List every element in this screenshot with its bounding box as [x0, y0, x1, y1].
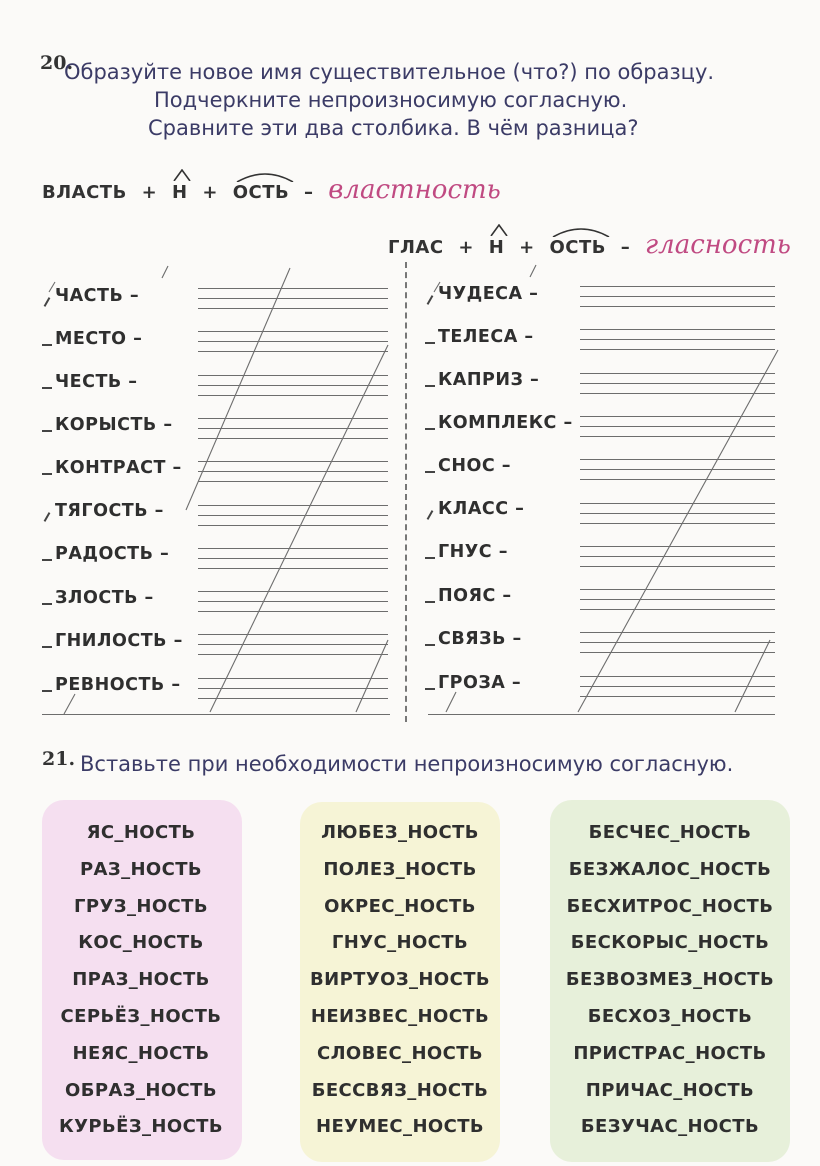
exercise-20-task-line-1: Образуйте новое имя существительное (что?) по образцу.	[64, 60, 715, 84]
word-item: НЕЯС_НОСТЬ	[72, 1042, 210, 1064]
left-word-text: ЧАСТЬ –	[55, 286, 140, 306]
word-item: КУРЬЁЗ_НОСТЬ	[59, 1116, 223, 1138]
word-item: БЕССВЯЗ_НОСТЬ	[311, 1079, 489, 1101]
word-item: РАЗ_НОСТЬ	[79, 858, 203, 880]
example2-root: ГЛАС	[388, 237, 444, 258]
dash-sign: –	[304, 182, 314, 203]
word-item: ОБРАЗ_НОСТЬ	[65, 1079, 217, 1101]
word-item: ГРУЗ_НОСТЬ	[74, 895, 208, 917]
word-item: ПОЛЕЗ_НОСТЬ	[323, 858, 477, 880]
word-item: БЕЗЖАЛОС_НОСТЬ	[568, 858, 772, 880]
right-word-text: КОМПЛЕКС –	[438, 413, 573, 433]
left-word-text: ЧЕСТЬ –	[55, 372, 138, 392]
word-item: ПРИСТРАС_НОСТЬ	[573, 1042, 767, 1064]
right-word-text: КЛАСС –	[438, 499, 525, 519]
word-item: ГНУС_НОСТЬ	[331, 932, 469, 954]
right-word-text: ТЕЛЕСА –	[438, 327, 534, 347]
exercise-20-number: 20.	[40, 52, 74, 74]
left-word-text: КОНТРАСТ –	[55, 458, 182, 478]
word-item: КОС_НОСТЬ	[78, 932, 204, 954]
example2-suffix1-text: Н	[488, 237, 505, 258]
word-item: ВИРТУОЗ_НОСТЬ	[310, 969, 490, 991]
word-item: ПРИЧАС_НОСТЬ	[585, 1079, 755, 1101]
plus-sign: +	[141, 182, 158, 203]
plus-sign: +	[519, 237, 535, 258]
word-item: ЯС_НОСТЬ	[86, 822, 196, 843]
right-word-text: ЧУДЕСА –	[438, 284, 539, 304]
exercise-21-task: Вставьте при необходимости непроизносимую согласную.	[80, 752, 734, 776]
plus-sign: +	[458, 237, 474, 258]
word-item: БЕСХИТРОС_НОСТЬ	[566, 895, 774, 917]
example2-suffix2-text: ОСТЬ	[549, 237, 606, 258]
left-word-text: ЗЛОСТЬ –	[55, 588, 154, 608]
left-word-text: МЕСТО –	[55, 329, 143, 349]
plus-sign: +	[202, 182, 218, 203]
right-word-text: ГНУС –	[438, 542, 508, 562]
exercise-20-task-line-2: Подчеркните непроизносимую согласную.	[154, 88, 628, 112]
left-word-text: РЕВНОСТЬ –	[55, 675, 181, 695]
left-word-text: РАДОСТЬ –	[55, 544, 170, 564]
right-word-text: СНОС –	[438, 456, 512, 476]
left-word-text: КОРЫСТЬ –	[55, 415, 173, 435]
exercise-20-task-line-3: Сравните эти два столбика. В чём разница?	[148, 116, 639, 140]
word-item: ЛЮБЕЗ_НОСТЬ	[321, 822, 479, 843]
example1-root: ВЛАСТЬ	[42, 182, 127, 203]
word-item: БЕЗУЧАС_НОСТЬ	[580, 1116, 760, 1138]
word-item: БЕСЧЕС_НОСТЬ	[588, 822, 752, 843]
left-word-text: ТЯГОСТЬ –	[55, 501, 164, 521]
word-item: НЕУМЕС_НОСТЬ	[315, 1116, 485, 1138]
example2-answer: гласность	[645, 230, 791, 260]
word-item: ПРАЗ_НОСТЬ	[72, 969, 210, 991]
dash-sign: –	[620, 237, 631, 258]
right-word-text: ГРОЗА –	[438, 673, 522, 693]
word-item: ОКРЕС_НОСТЬ	[324, 895, 476, 917]
word-item: БЕСХОЗ_НОСТЬ	[587, 1006, 753, 1027]
word-item: БЕЗВОЗМЕЗ_НОСТЬ	[565, 969, 775, 991]
word-item: БЕСКОРЫС_НОСТЬ	[570, 932, 770, 954]
right-word-text: КАПРИЗ –	[438, 370, 540, 390]
right-word-text: ПОЯС –	[438, 586, 512, 606]
example1-answer: властность	[328, 175, 501, 205]
word-item: НЕИЗВЕС_НОСТЬ	[310, 1006, 490, 1027]
left-word-text: ГНИЛОСТЬ –	[55, 631, 183, 651]
example1-suffix1-text: Н	[171, 182, 188, 203]
word-item: СЕРЬЁЗ_НОСТЬ	[60, 1006, 222, 1027]
right-word-text: СВЯЗЬ –	[438, 629, 522, 649]
example1-suffix2-text: ОСТЬ	[232, 182, 290, 203]
exercise-21-number: 21.	[42, 748, 76, 770]
word-item: СЛОВЕС_НОСТЬ	[316, 1042, 484, 1064]
